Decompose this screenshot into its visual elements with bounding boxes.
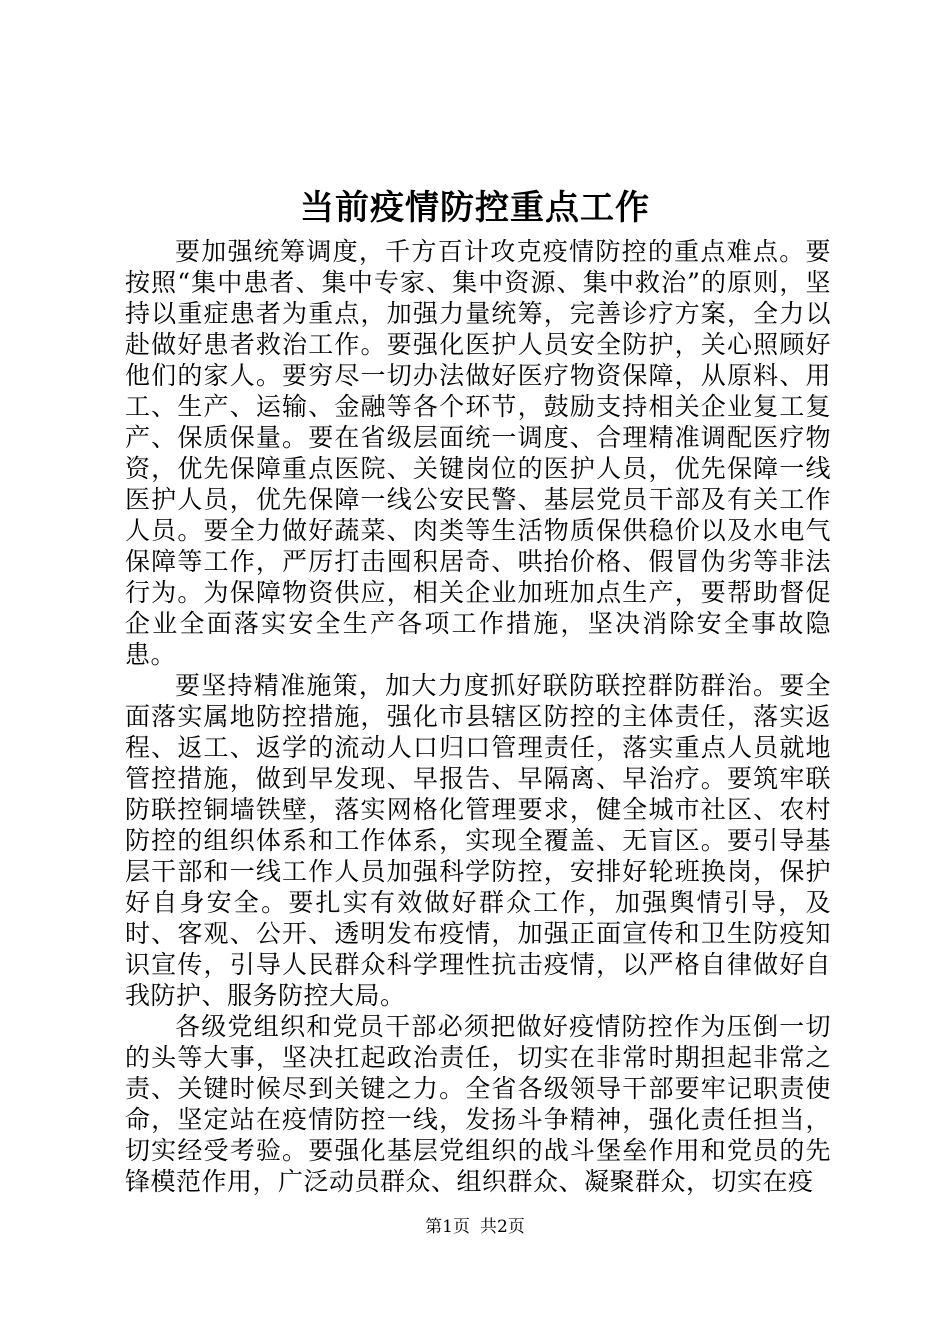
page-footer bbox=[0, 1216, 950, 1238]
paragraph-2: 要坚持精准施策，加大力度抓好联防联控群防群治。要全面落实属地防控措施，强化市县辖区防控的主体责任，落实返程、返工、返学的流动人口归口管理责任，落实重点人员就地管控措施，做到早发现、早报告、早隔离、早治疗。要筑牢联防联控铜墙铁壁，落实网格化管理要求，健全城市社区、农村防控的组织体系和工作体系，实现全覆盖、无盲区。要引导基层干部和一线工作人员加强科学防控，安排好轮班换岗，保护好自身安全。要扎实有效做好群众工作，加强舆情引导，及时、客观、公开、透明发布疫情，加强正面宣传和卫生防疫知识宣传，引导人民群众科学理性抗击疫情，以严格自律做好自我防护、服务防控大局。 bbox=[125, 671, 831, 1010]
page-total: 共2页 bbox=[480, 1217, 525, 1237]
document-title: 当前疫情防控重点工作 bbox=[300, 188, 650, 228]
page-number: 第1页 bbox=[425, 1217, 470, 1237]
document-body bbox=[125, 236, 831, 1197]
paragraph-3: 各级党组织和党员干部必须把做好疫情防控作为压倒一切的头等大事，坚决扛起政治责任，切实在非常时期担起非常之责、关键时候尽到关键之力。全省各级领导干部要牢记职责使命，坚定站在疫情防控一线，发扬斗争精神，强化责任担当，切实经受考验。要强化基层党组织的战斗堡垒作用和党员的先锋模范作用，广泛动员群众、组织群众、凝聚群众，切实在疫 bbox=[125, 1012, 831, 1196]
paragraph-1: 要加强统筹调度，千方百计攻克疫情防控的重点难点。要按照“集中患者、集中专家、集中资源、集中救治”的原则，坚持以重症患者为重点，加强力量统筹，完善诊疗方案，全力以赴做好患者救治工作。要强化医护人员安全防护，关心照顾好他们的家人。要穷尽一切办法做好医疗物资保障，从原料、用工、生产、运输、金融等各个环节，鼓励支持相关企业复工复产、保质保量。要在省级层面统一调度、合理精准调配医疗物资，优先保障重点医院、关键岗位的医护人员，优先保障一线医护人员，优先保障一线公安民警、基层党员干部及有关工作人员。要全力做好蔬菜、肉类等生活物质保供稳价以及水电气保障等工作，严厉打击囤积居奇、哄抬价格、假冒伪劣等非法行为。为保障物资供应，相关企业加班加点生产，要帮助督促企业全面落实安全生产各项工作措施，坚决消除安全事故隐患。 bbox=[125, 237, 831, 669]
